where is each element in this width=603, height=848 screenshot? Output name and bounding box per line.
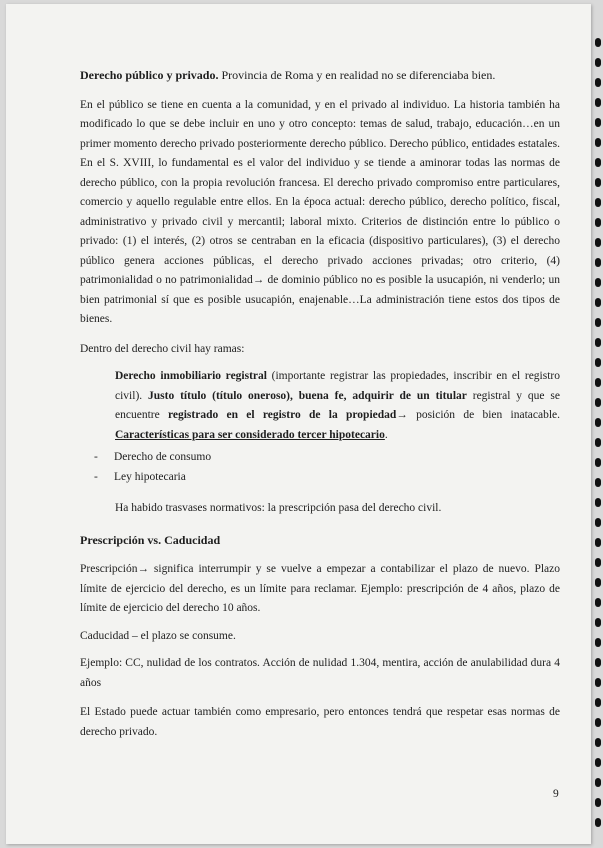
page-content <box>80 66 560 742</box>
inset-text-3: posición de bien inatacable. <box>407 409 560 421</box>
paragraph-caducidad: Caducidad – el plazo se consume. <box>80 629 236 642</box>
binding-hole <box>595 78 601 87</box>
binding-hole <box>595 438 601 447</box>
binding-hole <box>595 178 601 187</box>
paragraph-ejemplo: Ejemplo: CC, nulidad de los contratos. Acción de nulidad 1.304, mentira, acción de anulabilidad dura 4 años <box>80 657 560 689</box>
binding-hole <box>595 58 601 67</box>
binding-hole <box>595 38 601 47</box>
inset-bold-3: registrado en el registro de la propiedad→ <box>167 409 408 421</box>
inset-text-1: (importante registrar las propiedades, inscribir en el registro civil). <box>115 370 561 402</box>
binding-holes <box>593 0 603 848</box>
page-number: 9 <box>553 788 559 800</box>
inset-bold-1: Derecho inmobiliario registral <box>115 370 267 382</box>
binding-hole <box>595 338 601 347</box>
binding-hole <box>595 578 601 587</box>
binding-hole <box>595 638 601 647</box>
binding-hole <box>595 378 601 387</box>
binding-hole <box>595 398 601 407</box>
inset-text-4: . <box>384 428 388 441</box>
inset-underlined: Características para ser considerado tercer hipotecario <box>115 428 385 441</box>
binding-hole <box>595 458 601 467</box>
list-item: - Ley hipotecaria <box>80 467 560 487</box>
paragraph-estado: El Estado puede actuar también como empresario, pero entonces tendrá que respetar esas normas de derecho privado. <box>80 706 560 738</box>
binding-hole <box>595 118 601 127</box>
paragraph-trasvases: Ha habido trasvases normativos: la prescripción pasa del derecho civil. <box>115 502 442 514</box>
binding-hole <box>595 218 601 227</box>
binding-hole <box>595 618 601 627</box>
binding-hole <box>595 538 601 547</box>
binding-hole <box>595 298 601 307</box>
inset-registral <box>80 367 560 445</box>
binding-hole <box>595 358 601 367</box>
section-heading-prescripcion <box>80 531 560 551</box>
binding-hole <box>595 198 601 207</box>
list-item: - Derecho de consumo <box>80 447 560 467</box>
binding-hole <box>595 318 601 327</box>
binding-hole <box>595 498 601 507</box>
binding-hole <box>595 598 601 607</box>
binding-hole <box>595 758 601 767</box>
binding-hole <box>595 778 601 787</box>
binding-hole <box>595 678 601 687</box>
binding-hole <box>595 658 601 667</box>
binding-hole <box>595 518 601 527</box>
binding-hole <box>595 98 601 107</box>
binding-hole <box>595 718 601 727</box>
paragraph-prescripcion: Prescripción→ significa interrumpir y se vuelve a empezar a contabilizar el plazo de nuevo. Plazo límite de ejercicio del derecho, es un límite para reclamar. Ejemplo: prescripción de 4 años, plazo de límite de ejercicio del derecho 10 años. <box>80 563 560 614</box>
binding-hole <box>595 738 601 747</box>
inset-bold-2: Justo título (título oneroso), buena fe, adquirir de un titular <box>148 389 467 402</box>
paragraph-ramas: Dentro del derecho civil hay ramas: <box>80 342 245 355</box>
binding-hole <box>595 818 601 827</box>
section-title: Prescripción vs. Caducidad <box>80 532 221 547</box>
binding-hole <box>595 798 601 807</box>
section-title: Derecho público y privado. <box>80 68 219 82</box>
section-heading-derecho <box>80 66 560 86</box>
binding-hole <box>595 138 601 147</box>
inset-text-2: registral y que se encuentre <box>115 389 560 421</box>
binding-hole <box>595 418 601 427</box>
binding-hole <box>595 258 601 267</box>
binding-hole <box>595 478 601 487</box>
binding-hole <box>595 238 601 247</box>
ramas-list <box>80 447 560 487</box>
binding-hole <box>595 158 601 167</box>
binding-hole <box>595 698 601 707</box>
section-subtitle: Provincia de Roma y en realidad no se diferenciaba bien. <box>218 68 496 82</box>
binding-hole <box>595 558 601 567</box>
binding-hole <box>595 278 601 287</box>
paragraph-publico-privado: En el público se tiene en cuenta a la comunidad, y en el privado al individuo. La historia también ha modificado lo que se debe incluir en uno y otro concepto: temas de salud, trabajo, educación…en un primer momento derecho privado posteriormente derecho público. Derecho público, entidades estatales. En el S. XVIII, lo fundamental es el valor del individuo y se tiende a aminorar todas las normas de derecho público, con la propia revolución francesa. El derecho privado compromiso entre particulares, comercio y aquello regulable entre ellos. En la época actual: derecho público, derecho político, fiscal, administrativo y privado civil y mercantil; laboral mixto. Criterios de distinción entre lo público o privado: (1) el interés, (2) otros se centraban en la eficacia (dispositivo particulares), (3) el derecho público genera acciones públicas, el derecho privado acciones privadas; otro criterio, (4) patrimonialidad o no patrimonialidad→ de dominio público no es posible la usucapión, ni venderlo; un bien patrimonial sí que es posible usucapión, enajenable…La administración tiene estos dos tipos de bienes. <box>80 98 560 325</box>
document-page <box>6 4 591 844</box>
